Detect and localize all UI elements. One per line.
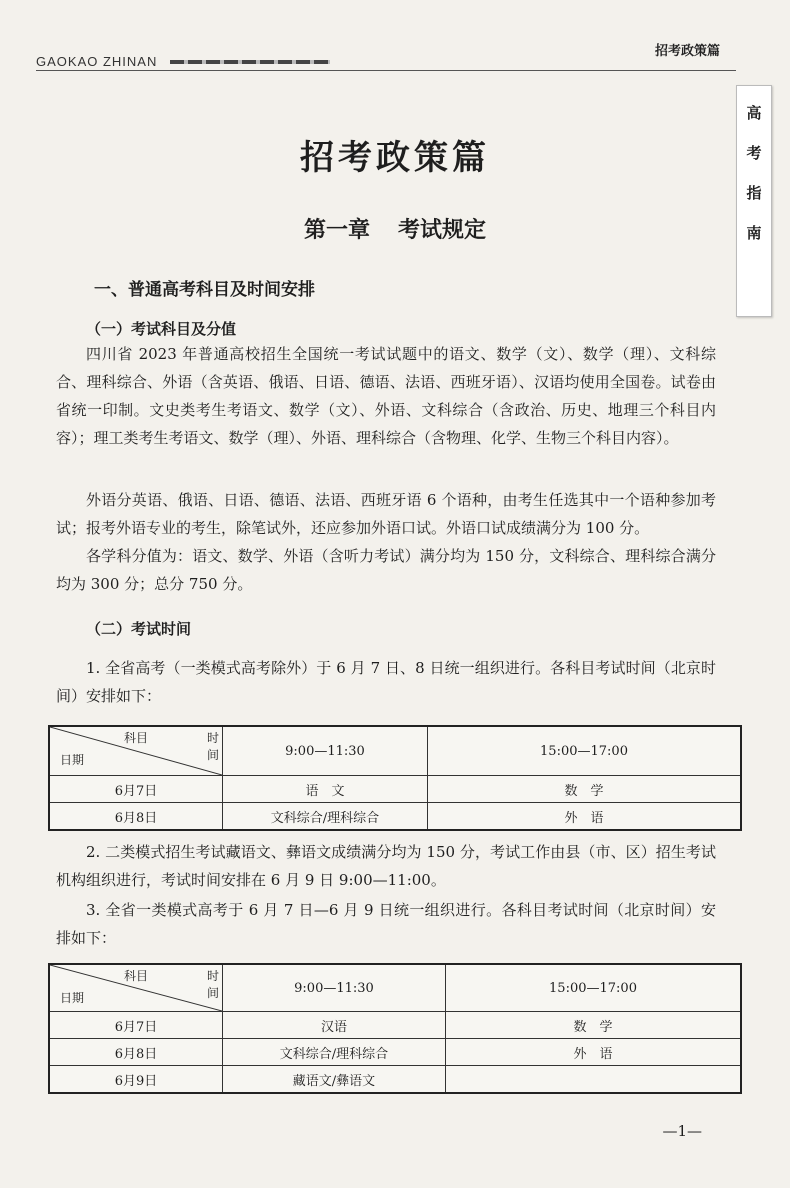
page-number: —1— [662, 1122, 702, 1140]
subject-cell: 汉语 [223, 1012, 446, 1039]
time-slot-header: 15:00—17:00 [446, 964, 742, 1012]
running-header-right: 招考政策篇 [654, 44, 720, 59]
table-corner-header [49, 726, 223, 776]
subsection-heading: （二）考试时间 [86, 620, 192, 638]
corner-label-time: 时间 [206, 731, 219, 762]
date-cell: 6月8日 [49, 803, 223, 831]
date-cell: 6月8日 [49, 1039, 223, 1066]
date-cell: 6月7日 [49, 1012, 223, 1039]
subject-cell: 外 语 [446, 1039, 742, 1066]
table-row [49, 803, 741, 831]
table-row [49, 1039, 741, 1066]
time-slot-header: 9:00—11:30 [223, 964, 446, 1012]
header-rule [36, 70, 736, 71]
corner-label-date: 日期 [60, 753, 85, 767]
section-heading: 一、普通高考科目及时间安排 [94, 280, 315, 300]
subject-cell: 文科综合/理科综合 [223, 1039, 446, 1066]
running-header-left: GAOKAO ZHINAN [36, 54, 158, 69]
paragraph: 外语分英语、俄语、日语、德语、法语、西班牙语 6 个语种，由考生任选其中一个语种参加考试；报考外语专业的考生，除笔试外，还应参加外语口试。外语口试成绩满分为 100 分。 [56, 491, 716, 537]
table-corner-header [49, 964, 223, 1012]
exam-schedule-table [48, 725, 742, 831]
table-row [49, 776, 741, 803]
side-tab [736, 85, 772, 317]
paragraph: 3. 全省一类模式高考于 6 月 7 日—6 月 9 日统一组织进行。各科目考试时间（北京时间）安排如下： [56, 901, 716, 947]
corner-label-subject: 科目 [124, 731, 149, 745]
paragraph: 2. 二类模式招生考试藏语文、彝语文成绩满分均为 150 分，考试工作由县（市、区）招生考试机构组织进行，考试时间安排在 6 月 9 日 9:00—11:00。 [56, 843, 716, 889]
table-row [49, 1012, 741, 1039]
subject-cell: 数 学 [428, 776, 742, 803]
time-slot-header: 9:00—11:30 [223, 726, 428, 776]
subject-cell: 数 学 [446, 1012, 742, 1039]
paragraph: 各学科分值为：语文、数学、外语（含听力考试）满分均为 150 分，文科综合、理科综合满分均为 300 分；总分 750 分。 [56, 547, 716, 593]
side-tab-char: 南 [746, 224, 762, 242]
side-tab-char: 指 [746, 184, 762, 202]
table-row [49, 1066, 741, 1094]
subject-cell [446, 1066, 742, 1094]
date-cell: 6月7日 [49, 776, 223, 803]
subject-cell: 藏语文/彝语文 [223, 1066, 446, 1094]
subject-cell: 外 语 [428, 803, 742, 831]
chapter-number: 第一章 [303, 217, 370, 243]
date-cell: 6月9日 [49, 1066, 223, 1094]
chapter-heading [0, 213, 790, 244]
time-slot-header: 15:00—17:00 [428, 726, 742, 776]
side-tab-char: 高 [746, 104, 762, 122]
subject-cell: 文科综合/理科综合 [223, 803, 428, 831]
paragraph: 四川省 2023 年普通高校招生全国统一考试试题中的语文、数学（文）、数学（理）、文科综合、理科综合、外语（含英语、俄语、日语、德语、法语、西班牙语）、汉语均使用全国卷。试卷由省统一印制。文史类考生考语文、数学（文）、外语、文科综合（含政治、历史、地理三个科目内容）；理工类考生考语文、数学（理）、外语、理科综合（含物理、化学、生物三个科目内容）。 [56, 345, 716, 447]
page-title: 招考政策篇 [300, 138, 490, 178]
corner-label-subject: 科目 [124, 969, 149, 983]
subject-cell: 语 文 [223, 776, 428, 803]
chapter-name: 考试规定 [398, 217, 487, 243]
corner-label-date: 日期 [60, 991, 85, 1005]
corner-label-time: 时间 [206, 969, 219, 1000]
paragraph: 1. 全省高考（一类模式高考除外）于 6 月 7 日、8 日统一组织进行。各科目考试时间（北京时间）安排如下： [56, 659, 716, 705]
header-decor-bar [170, 60, 330, 64]
subsection-heading: （一）考试科目及分值 [86, 320, 237, 338]
exam-schedule-table [48, 963, 742, 1094]
side-tab-char: 考 [746, 144, 762, 162]
